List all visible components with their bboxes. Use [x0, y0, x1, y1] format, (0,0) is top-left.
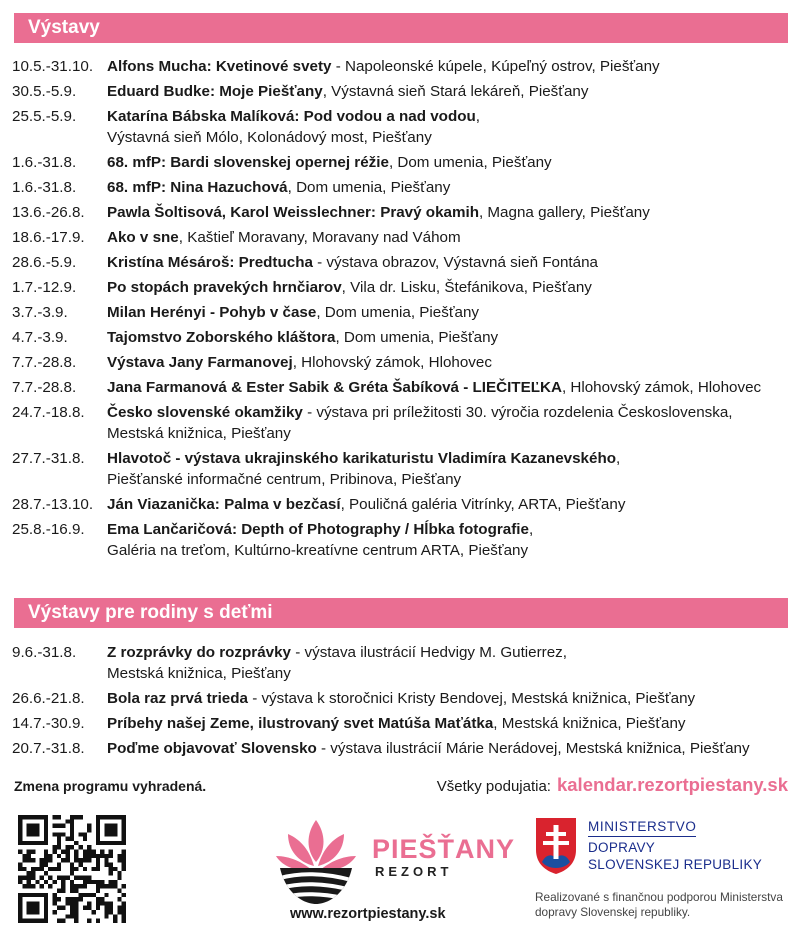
- event-date: 28.7.-13.10.: [12, 496, 94, 513]
- event-text: [12, 327, 792, 348]
- event-date: 25.8.-16.9.: [12, 521, 85, 538]
- all-events-label: Všetky podujatia:: [436, 778, 551, 795]
- event-row: [12, 377, 792, 398]
- event-venue: - výstava ilustrácií Márie Nerádovej, Mestská knižnica, Piešťany: [316, 740, 750, 757]
- event-title: Milan Herényi - Pohyb v čase: [107, 304, 317, 321]
- event-title: Po stopách pravekých hrnčiarov: [107, 279, 342, 296]
- event-venue: - výstava pri príležitosti 30. výročia rozdelenia Československa,: [302, 404, 733, 421]
- event-row: [12, 56, 792, 77]
- rezort-piestany-logo-icon: [266, 810, 366, 906]
- event-title: Eduard Budke: Moje Piešťany: [107, 83, 323, 100]
- funding-line-2: dopravy Slovenskej republiky.: [535, 905, 691, 919]
- ministry-line-2: DOPRAVY: [588, 840, 656, 855]
- event-venue: - výstava k storočnici Kristy Bendovej, Mestská knižnica, Piešťany: [247, 690, 696, 707]
- event-text: [12, 494, 792, 515]
- event-title: Z rozprávky do rozprávky: [107, 644, 292, 661]
- event-title: Príbehy našej Zeme, ilustrovaný svet Matúša Maťátka: [107, 715, 494, 732]
- event-title: Ema Lančaričová: Depth of Photography / Hĺbka fotografie: [107, 521, 529, 538]
- event-title: Poďme objavovať Slovensko: [107, 740, 317, 757]
- event-venue: , Magna gallery, Piešťany: [478, 204, 650, 221]
- slovak-coat-of-arms-icon: [534, 816, 578, 876]
- event-venue: , Hlohovský zámok, Hlohovec: [292, 354, 492, 371]
- event-row: [12, 738, 792, 759]
- event-text: [12, 56, 792, 77]
- event-venue: , Pouličná galéria Vitrínky, ARTA, Piešťany: [340, 496, 626, 513]
- event-date: 1.6.-31.8.: [12, 154, 77, 171]
- brand-subtitle: REZORT: [375, 864, 453, 879]
- event-row: [12, 152, 792, 173]
- event-title: Alfons Mucha: Kvetinové svety: [107, 58, 332, 75]
- event-row: [12, 302, 792, 323]
- event-text: [12, 402, 792, 444]
- event-venue: , Hlohovský zámok, Hlohovec: [561, 379, 762, 396]
- event-venue: , Výstavná sieň Stará lekáreň, Piešťany: [322, 83, 589, 100]
- exhibitions-heading: Výstavy: [14, 13, 788, 43]
- event-row: [12, 494, 792, 515]
- ministry-line-3: SLOVENSKEJ REPUBLIKY: [588, 857, 763, 872]
- exhibitions-list: [12, 56, 792, 565]
- event-text: [12, 377, 792, 398]
- event-row: [12, 713, 792, 734]
- event-date: 1.6.-31.8.: [12, 179, 77, 196]
- event-date: 9.6.-31.8.: [12, 644, 77, 661]
- ministry-logo-text: [588, 818, 762, 873]
- event-date: 4.7.-3.9.: [12, 329, 68, 346]
- event-venue: - výstava ilustrácií Hedvigy M. Gutierrez,: [291, 644, 567, 661]
- event-text: [12, 713, 792, 734]
- family-exhibitions-heading: Výstavy pre rodiny s deťmi: [14, 598, 788, 628]
- event-venue: , Dom umenia, Piešťany: [316, 304, 480, 321]
- event-date: 7.7.-28.8.: [12, 379, 77, 396]
- event-row: [12, 352, 792, 373]
- event-venue: ,: [475, 108, 481, 125]
- all-events-link[interactable]: kalendar.rezortpiestany.sk: [556, 774, 788, 795]
- event-venue: , Dom umenia, Piešťany: [287, 179, 451, 196]
- event-text: [12, 688, 792, 709]
- event-title: Jana Farmanová & Ester Sabik & Gréta Šabíková - LIEČITEĽKA: [107, 379, 562, 396]
- event-venue: ,: [616, 450, 621, 467]
- event-title: Tajomstvo Zoborského kláštora: [107, 329, 336, 346]
- all-events: [437, 774, 788, 796]
- event-venue: - Napoleonské kúpele, Kúpeľný ostrov, Piešťany: [331, 58, 660, 75]
- event-row: [12, 402, 792, 444]
- event-row: [12, 177, 792, 198]
- event-venue: , Dom umenia, Piešťany: [388, 154, 552, 171]
- event-date: 10.5.-31.10.: [12, 58, 94, 75]
- event-row: [12, 448, 792, 490]
- event-text: [12, 177, 792, 198]
- event-text: [12, 642, 792, 684]
- event-date: 3.7.-3.9.: [12, 304, 68, 321]
- event-venue: , Mestská knižnica, Piešťany: [493, 715, 686, 732]
- event-venue: , Kaštieľ Moravany, Moravany nad Váhom: [178, 229, 461, 246]
- event-title: 68. mfP: Nina Hazuchová: [107, 179, 288, 196]
- event-row: [12, 202, 792, 223]
- event-row: [12, 327, 792, 348]
- event-row: [12, 106, 792, 148]
- event-row: [12, 642, 792, 684]
- event-text: [12, 738, 792, 759]
- brand-name: PIEŠŤANY: [372, 834, 516, 864]
- event-venue-continued: Výstavná sieň Mólo, Kolonádový most, Piešťany: [107, 129, 432, 146]
- event-text: [12, 352, 792, 373]
- event-date: 27.7.-31.8.: [12, 450, 85, 467]
- event-date: 25.5.-5.9.: [12, 108, 77, 125]
- funding-note: [535, 890, 783, 920]
- event-text: [12, 277, 792, 298]
- event-text: [12, 202, 792, 223]
- event-venue: ,: [528, 521, 534, 538]
- event-venue-continued: Galéria na treťom, Kultúrno-kreatívne centrum ARTA, Piešťany: [107, 542, 529, 559]
- event-title: Ako v sne: [107, 229, 179, 246]
- event-row: [12, 81, 792, 102]
- qr-code-icon[interactable]: [18, 815, 126, 923]
- event-venue-continued: Piešťanské informačné centrum, Pribinova, Piešťany: [107, 471, 462, 488]
- program-change-note: Zmena programu vyhradená.: [14, 778, 207, 794]
- event-date: 24.7.-18.8.: [12, 404, 85, 421]
- event-date: 30.5.-5.9.: [12, 83, 77, 100]
- event-text: [12, 152, 792, 173]
- event-title: Kristína Mésároš: Predtucha: [107, 254, 313, 271]
- event-text: [12, 252, 792, 273]
- event-title: Katarína Bábska Malíková: Pod vodou a nad vodou: [107, 108, 476, 125]
- event-text: [12, 448, 792, 490]
- website-link[interactable]: www.rezortpiestany.sk: [290, 906, 446, 922]
- event-venue-continued: Mestská knižnica, Piešťany: [107, 665, 291, 682]
- event-date: 28.6.-5.9.: [12, 254, 77, 271]
- event-title: Výstava Jany Farmanovej: [107, 354, 293, 371]
- family-exhibitions-list: [12, 642, 792, 763]
- event-row: [12, 252, 792, 273]
- funding-line-1: Realizované s finančnou podporou Ministerstva: [535, 890, 783, 904]
- event-date: 18.6.-17.9.: [12, 229, 85, 246]
- event-title: Hlavotoč - výstava ukrajinského karikaturistu Vladimíra Kazanevského: [107, 450, 616, 467]
- event-row: [12, 519, 792, 561]
- event-title: Česko slovenské okamžiky: [107, 404, 303, 421]
- event-text: [12, 106, 792, 148]
- brand-block: [372, 834, 515, 880]
- event-date: 1.7.-12.9.: [12, 279, 77, 296]
- event-date: 20.7.-31.8.: [12, 740, 85, 757]
- event-text: [12, 302, 792, 323]
- event-venue: - výstava obrazov, Výstavná sieň Fontána: [312, 254, 598, 271]
- event-date: 7.7.-28.8.: [12, 354, 77, 371]
- event-row: [12, 688, 792, 709]
- event-title: Bola raz prvá trieda: [107, 690, 248, 707]
- event-date: 26.6.-21.8.: [12, 690, 85, 707]
- event-title: Ján Viazanička: Palma v bezčasí: [107, 496, 341, 513]
- event-date: 14.7.-30.9.: [12, 715, 85, 732]
- ministry-line-1: MINISTERSTVO: [588, 818, 696, 837]
- event-text: [12, 227, 792, 248]
- event-row: [12, 277, 792, 298]
- event-title: Pawla Šoltisová, Karol Weisslechner: Pravý okamih: [107, 204, 479, 221]
- event-title: 68. mfP: Bardi slovenskej opernej réžie: [107, 154, 389, 171]
- event-date: 13.6.-26.8.: [12, 204, 85, 221]
- event-venue: , Vila dr. Lisku, Štefánikova, Piešťany: [341, 279, 592, 296]
- event-row: [12, 227, 792, 248]
- event-text: [12, 519, 792, 561]
- event-venue: , Dom umenia, Piešťany: [335, 329, 499, 346]
- event-venue-continued: Mestská knižnica, Piešťany: [107, 425, 291, 442]
- event-text: [12, 81, 792, 102]
